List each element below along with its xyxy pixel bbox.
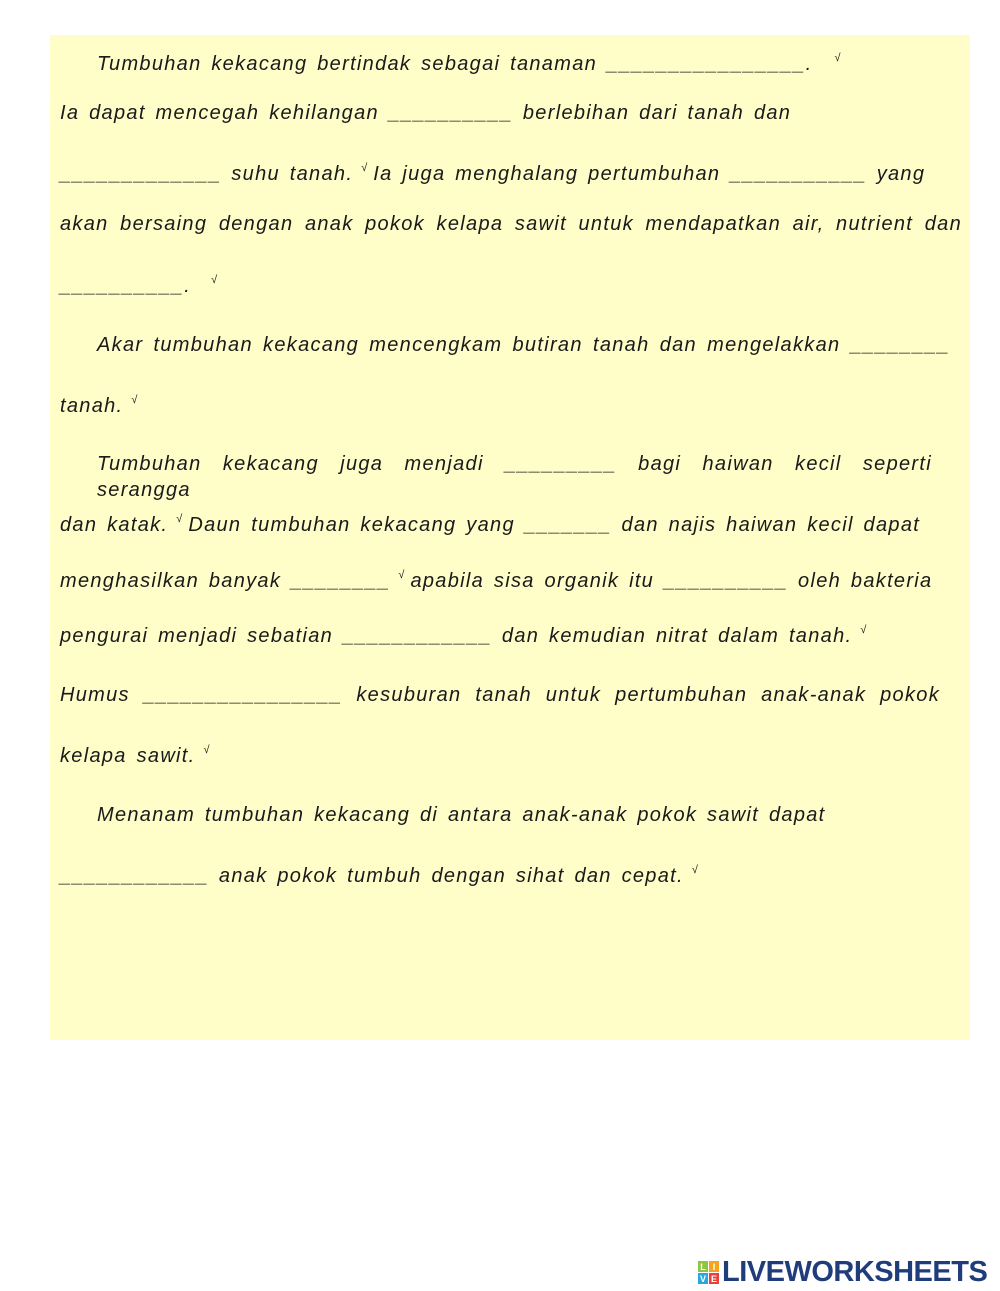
sentence: Humus ________________ kesuburan tanah untuk pertumbuhan anak-anak pokok xyxy=(60,684,940,706)
sentence: tanah. xyxy=(60,395,124,417)
text-line xyxy=(60,617,872,649)
check-mark: √ xyxy=(361,162,368,174)
sentence: pengurai menjadi sebatian ____________ dan kemudian nitrat dalam tanah. xyxy=(60,625,853,647)
sentence: Menanam tumbuhan kekacang di antara anak-anak pokok sawit dapat xyxy=(97,804,826,826)
sentence: Tumbuhan kekacang juga menjadi _________ bagi haiwan kecil seperti serangga xyxy=(97,453,932,501)
text-line xyxy=(60,100,791,126)
sentence: dan katak. xyxy=(60,514,169,536)
badge-letter: L xyxy=(698,1261,708,1272)
check-mark: √ xyxy=(834,52,841,64)
check-mark: √ xyxy=(860,624,867,636)
badge-letter: I xyxy=(709,1261,719,1272)
text-line xyxy=(60,682,940,708)
text-line xyxy=(60,737,216,769)
text-line xyxy=(97,451,932,503)
sentence: Tumbuhan kekacang bertindak sebagai tanaman ________________. xyxy=(97,53,813,75)
text-line xyxy=(97,802,826,828)
sentence: Daun tumbuhan kekacang yang _______ dan najis haiwan kecil dapat xyxy=(188,514,921,536)
liveworksheets-logo xyxy=(698,1256,987,1289)
text-line xyxy=(97,45,847,77)
text-line xyxy=(60,506,920,538)
sentence: ____________ anak pokok tumbuh dengan sihat dan cepat. xyxy=(60,865,684,887)
brand-name: LIVEWORKSHEETS xyxy=(722,1256,988,1288)
sentence: akan bersaing dengan anak pokok kelapa sawit untuk mendapatkan air, nutrient dan xyxy=(60,213,962,235)
sentence: Ia dapat mencegah kehilangan __________ berlebihan dari tanah dan xyxy=(60,102,792,124)
sentence: menghasilkan banyak ________ xyxy=(60,570,391,592)
check-mark: √ xyxy=(211,274,218,286)
check-mark: √ xyxy=(691,864,698,876)
text-line xyxy=(97,332,950,358)
sentence: _____________ suhu tanah. xyxy=(60,163,354,185)
badge-letter: V xyxy=(699,1273,706,1284)
check-mark: √ xyxy=(398,569,405,581)
check-mark: √ xyxy=(131,394,138,406)
text-line xyxy=(60,267,223,299)
text-line xyxy=(60,857,704,889)
sentence: Akar tumbuhan kekacang mencengkam butiran tanah dan mengelakkan ________ xyxy=(97,334,950,356)
check-mark: √ xyxy=(176,513,183,525)
text-line xyxy=(60,562,932,594)
check-mark: √ xyxy=(203,744,210,756)
text-line xyxy=(60,387,143,419)
badge-letter: E xyxy=(710,1273,717,1284)
text-line xyxy=(60,155,960,187)
sentence: Ia juga menghalang pertumbuhan ___________ yang xyxy=(373,163,926,185)
sentence: __________. xyxy=(60,275,192,297)
sentence: kelapa sawit. xyxy=(60,745,196,767)
sentence: apabila sisa organik itu __________ oleh bakteria xyxy=(410,570,933,592)
text-line xyxy=(60,211,962,237)
live-badge-icon xyxy=(698,1261,719,1284)
